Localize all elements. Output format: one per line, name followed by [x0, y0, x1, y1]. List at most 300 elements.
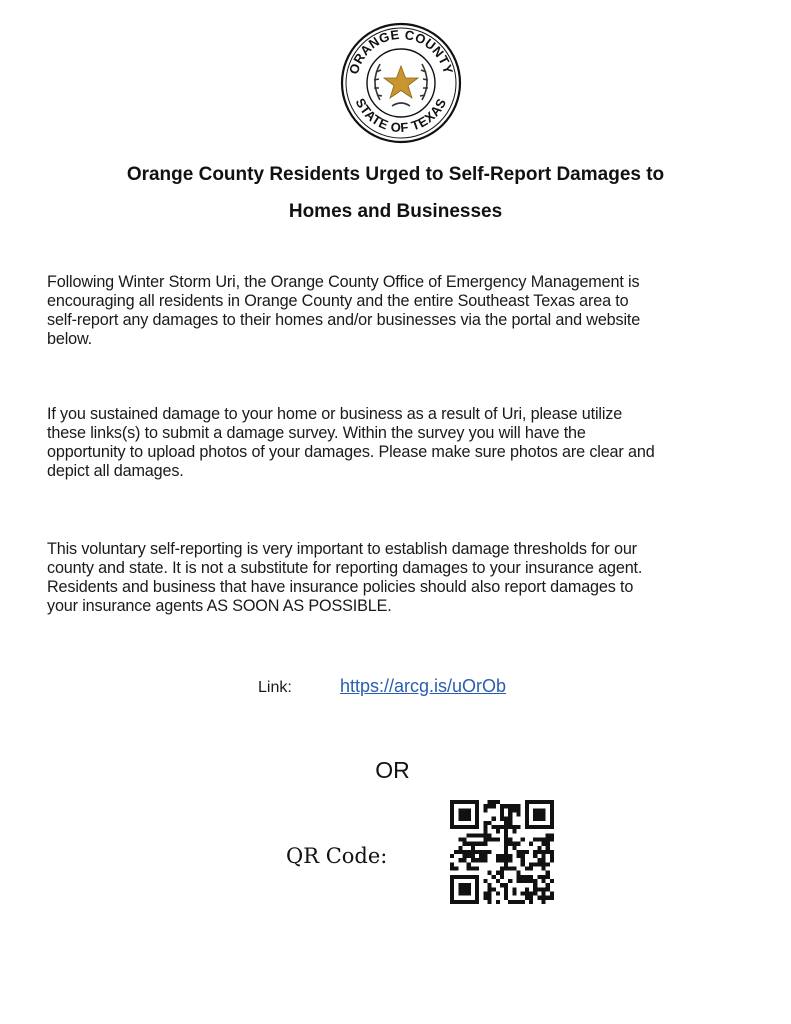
- qr-module: [450, 892, 454, 896]
- qr-module: [467, 875, 471, 879]
- qr-module: [487, 804, 491, 808]
- qr-module: [483, 850, 487, 854]
- qr-module: [521, 854, 525, 858]
- qr-module: [529, 867, 533, 871]
- headline-line-2: Homes and Businesses: [288, 201, 503, 222]
- qr-module: [529, 900, 533, 904]
- qr-module: [546, 875, 550, 879]
- qr-module: [467, 825, 471, 829]
- qr-module: [467, 867, 471, 871]
- qr-module: [546, 896, 550, 900]
- qr-module: [458, 808, 462, 812]
- qr-module: [542, 875, 546, 879]
- qr-module: [462, 900, 466, 904]
- qr-module: [546, 883, 550, 887]
- qr-module: [483, 821, 487, 825]
- qr-module: [475, 900, 479, 904]
- qr-module: [471, 858, 475, 862]
- paragraph-line: depict all damages.: [47, 462, 184, 480]
- qr-module: [475, 804, 479, 808]
- qr-module: [471, 850, 475, 854]
- qr-module: [454, 825, 458, 829]
- qr-module: [496, 858, 500, 862]
- qr-module: [504, 821, 508, 825]
- qr-module: [542, 879, 546, 883]
- qr-module: [483, 833, 487, 837]
- qr-module: [487, 821, 491, 825]
- qr-module: [550, 879, 554, 883]
- qr-module: [496, 854, 500, 858]
- qr-module: [450, 875, 454, 879]
- qr-module: [529, 862, 533, 866]
- qr-module: [542, 808, 546, 812]
- qr-module: [533, 854, 537, 858]
- qr-module: [450, 862, 454, 866]
- qr-module: [467, 900, 471, 904]
- qr-module: [462, 825, 466, 829]
- qr-module: [550, 812, 554, 816]
- qr-module: [492, 837, 496, 841]
- qr-module: [462, 817, 466, 821]
- or-separator: [0, 757, 791, 784]
- qr-module: [454, 875, 458, 879]
- qr-module: [487, 892, 491, 896]
- qr-module: [462, 854, 466, 858]
- qr-module: [475, 833, 479, 837]
- qr-module: [471, 825, 475, 829]
- qr-module: [537, 887, 541, 891]
- paragraph-line: your insurance agents AS SOON AS POSSIBLE.: [47, 597, 392, 615]
- qr-module: [496, 837, 500, 841]
- qr-module: [508, 854, 512, 858]
- qr-module: [512, 867, 516, 871]
- qr-module: [475, 821, 479, 825]
- qr-module: [550, 854, 554, 858]
- qr-module: [458, 825, 462, 829]
- qr-module: [475, 896, 479, 900]
- qr-module: [462, 892, 466, 896]
- qr-module: [467, 854, 471, 858]
- qr-module: [508, 825, 512, 829]
- qr-module: [454, 867, 458, 871]
- qr-module: [500, 854, 504, 858]
- qr-module: [517, 871, 521, 875]
- qr-module: [450, 883, 454, 887]
- seal-bottom-text: STATE OF TEXAS: [352, 95, 450, 136]
- qr-module: [508, 804, 512, 808]
- qr-module: [546, 825, 550, 829]
- qr-module: [479, 850, 483, 854]
- qr-module: [475, 812, 479, 816]
- qr-module: [537, 812, 541, 816]
- qr-module: [504, 883, 508, 887]
- qr-module: [504, 804, 508, 808]
- paragraph-line: Following Winter Storm Uri, the Orange County Office of Emergency Management is: [47, 273, 640, 291]
- qr-module: [462, 837, 466, 841]
- qr-module: [475, 875, 479, 879]
- link-label: Link:: [258, 679, 292, 696]
- qr-module: [537, 858, 541, 862]
- qr-module: [450, 804, 454, 808]
- qr-module: [512, 842, 516, 846]
- qr-module: [521, 858, 525, 862]
- qr-module: [525, 804, 529, 808]
- qr-module: [517, 850, 521, 854]
- qr-module: [467, 833, 471, 837]
- qr-module: [533, 837, 537, 841]
- qr-module: [450, 854, 454, 858]
- qr-module: [500, 808, 504, 812]
- paragraph-line: below.: [47, 330, 92, 348]
- qr-module: [492, 887, 496, 891]
- qr-module: [500, 858, 504, 862]
- qr-module: [508, 817, 512, 821]
- qr-module: [487, 900, 491, 904]
- orange-county-seal-logo: [340, 22, 462, 144]
- qr-module: [458, 812, 462, 816]
- qr-module: [471, 854, 475, 858]
- qr-module: [471, 875, 475, 879]
- qr-module: [458, 883, 462, 887]
- qr-module: [450, 800, 454, 804]
- qr-module: [458, 846, 462, 850]
- qr-module: [512, 900, 516, 904]
- qr-module: [517, 812, 521, 816]
- qr-module: [462, 842, 466, 846]
- qr-module: [500, 825, 504, 829]
- qr-module: [550, 817, 554, 821]
- qr-module: [483, 858, 487, 862]
- qr-module: [546, 842, 550, 846]
- qr-module: [529, 800, 533, 804]
- qr-module: [467, 842, 471, 846]
- qr-module: [533, 812, 537, 816]
- paragraph-line: Residents and business that have insurance policies should also report damages to: [47, 578, 634, 596]
- qr-module: [521, 892, 525, 896]
- qr-module: [475, 800, 479, 804]
- qr-module: [517, 854, 521, 858]
- qr-module: [475, 858, 479, 862]
- qr-module: [467, 862, 471, 866]
- qr-module: [492, 804, 496, 808]
- qr-module: [525, 875, 529, 879]
- qr-module: [517, 875, 521, 879]
- qr-module: [533, 892, 537, 896]
- qr-module: [533, 883, 537, 887]
- qr-module: [458, 817, 462, 821]
- qr-module: [475, 867, 479, 871]
- qr-module: [517, 808, 521, 812]
- qr-module: [550, 804, 554, 808]
- qr-module: [450, 821, 454, 825]
- qr-module: [542, 892, 546, 896]
- qr-code-icon[interactable]: [450, 800, 554, 904]
- qr-module: [517, 879, 521, 883]
- qr-module: [508, 808, 512, 812]
- qr-module: [458, 900, 462, 904]
- paragraph-intro: [47, 273, 757, 349]
- qr-module: [504, 887, 508, 891]
- qr-module: [496, 871, 500, 875]
- qr-module: [546, 846, 550, 850]
- qr-module: [471, 867, 475, 871]
- qr-module: [508, 867, 512, 871]
- qr-module: [458, 800, 462, 804]
- qr-module: [450, 867, 454, 871]
- qr-module: [529, 875, 533, 879]
- qr-module: [487, 800, 491, 804]
- qr-module: [546, 800, 550, 804]
- qr-module: [512, 808, 516, 812]
- qr-module: [537, 817, 541, 821]
- qr-module: [475, 850, 479, 854]
- qr-module: [500, 867, 504, 871]
- qr-module: [537, 800, 541, 804]
- qr-module: [487, 837, 491, 841]
- qr-module: [471, 833, 475, 837]
- qr-module: [550, 892, 554, 896]
- qr-module: [504, 825, 508, 829]
- qr-module: [512, 887, 516, 891]
- qr-module: [483, 808, 487, 812]
- qr-module: [458, 858, 462, 862]
- qr-module: [458, 892, 462, 896]
- qr-module: [525, 808, 529, 812]
- qr-module: [483, 892, 487, 896]
- qr-module: [537, 875, 541, 879]
- qr-module: [517, 825, 521, 829]
- qr-module: [450, 812, 454, 816]
- qr-module: [537, 862, 541, 866]
- paragraph-line: county and state. It is not a substitute for reporting damages to your insurance agent.: [47, 559, 643, 577]
- qr-module: [479, 854, 483, 858]
- qr-module: [500, 804, 504, 808]
- qr-module: [467, 812, 471, 816]
- qr-module: [458, 887, 462, 891]
- qr-module: [542, 862, 546, 866]
- qr-module: [467, 850, 471, 854]
- qr-module: [550, 821, 554, 825]
- qr-module: [529, 896, 533, 900]
- qr-module: [537, 850, 541, 854]
- qr-module: [533, 887, 537, 891]
- qr-module: [475, 817, 479, 821]
- qr-module: [487, 833, 491, 837]
- qr-module: [542, 887, 546, 891]
- qr-module: [504, 854, 508, 858]
- paragraph-line: If you sustained damage to your home or business as a result of Uri, please utilize: [47, 405, 623, 423]
- qr-code-label: QR Code:: [286, 844, 388, 868]
- qr-module: [500, 883, 504, 887]
- qr-module: [537, 825, 541, 829]
- qr-module: [450, 808, 454, 812]
- qr-module: [512, 846, 516, 850]
- qr-module: [504, 817, 508, 821]
- qr-module: [525, 825, 529, 829]
- qr-module: [462, 883, 466, 887]
- or-text: OR: [375, 757, 410, 783]
- qr-module: [471, 846, 475, 850]
- qr-module: [483, 854, 487, 858]
- qr-module: [475, 883, 479, 887]
- qr-module: [525, 896, 529, 900]
- qr-module: [542, 825, 546, 829]
- qr-module: [467, 892, 471, 896]
- qr-module: [542, 842, 546, 846]
- qr-module: [550, 858, 554, 862]
- qr-module: [504, 896, 508, 900]
- qr-module: [550, 800, 554, 804]
- qr-module: [525, 887, 529, 891]
- qr-module: [512, 829, 516, 833]
- qr-module: [496, 825, 500, 829]
- qr-module: [487, 896, 491, 900]
- seal-top-text: ORANGE COUNTY: [345, 26, 457, 76]
- qr-module: [471, 800, 475, 804]
- qr-module: [479, 833, 483, 837]
- qr-module: [462, 858, 466, 862]
- qr-module: [529, 825, 533, 829]
- paragraph-instructions: [47, 405, 757, 481]
- qr-module: [504, 850, 508, 854]
- qr-module: [508, 812, 512, 816]
- qr-module: [521, 837, 525, 841]
- qr-module: [525, 817, 529, 821]
- qr-module: [467, 800, 471, 804]
- qr-module: [475, 825, 479, 829]
- qr-module: [533, 808, 537, 812]
- qr-module: [521, 879, 525, 883]
- qr-module: [450, 817, 454, 821]
- qr-module: [504, 862, 508, 866]
- qr-module: [529, 892, 533, 896]
- qr-module: [512, 892, 516, 896]
- qr-module: [483, 896, 487, 900]
- qr-module: [537, 896, 541, 900]
- qr-module: [546, 833, 550, 837]
- qr-module: [492, 825, 496, 829]
- qr-module: [467, 887, 471, 891]
- qr-module: [492, 800, 496, 804]
- qr-module: [504, 892, 508, 896]
- qr-module: [542, 800, 546, 804]
- qr-module: [467, 808, 471, 812]
- qr-module: [529, 842, 533, 846]
- qr-module: [462, 812, 466, 816]
- qr-module: [500, 812, 504, 816]
- qr-module: [471, 842, 475, 846]
- qr-module: [546, 862, 550, 866]
- qr-module: [483, 825, 487, 829]
- survey-link[interactable]: https://arcg.is/uOrOb: [340, 676, 507, 696]
- qr-module: [483, 879, 487, 883]
- qr-module: [504, 833, 508, 837]
- qr-module: [487, 850, 491, 854]
- qr-module: [483, 829, 487, 833]
- qr-module: [525, 867, 529, 871]
- qr-module: [483, 842, 487, 846]
- qr-module: [500, 875, 504, 879]
- paragraph-line: This voluntary self-reporting is very important to establish damage thresholds for our: [47, 540, 637, 558]
- qr-module: [454, 900, 458, 904]
- qr-module: [529, 879, 533, 883]
- qr-module: [521, 900, 525, 904]
- qr-module: [512, 825, 516, 829]
- qr-module: [504, 837, 508, 841]
- qr-module: [508, 842, 512, 846]
- qr-module: [542, 812, 546, 816]
- qr-module: [533, 862, 537, 866]
- qr-module: [542, 867, 546, 871]
- qr-module: [454, 850, 458, 854]
- qr-module: [450, 900, 454, 904]
- qr-module: [533, 817, 537, 821]
- paragraph-line: encouraging all residents in Orange County and the entire Southeast Texas area to: [47, 292, 629, 310]
- qr-module: [504, 829, 508, 833]
- qr-module: [504, 842, 508, 846]
- qr-module: [546, 887, 550, 891]
- qr-module: [475, 842, 479, 846]
- qr-module: [508, 858, 512, 862]
- qr-module: [475, 879, 479, 883]
- qr-module: [550, 837, 554, 841]
- qr-module: [500, 871, 504, 875]
- qr-module: [458, 837, 462, 841]
- qr-module: [525, 850, 529, 854]
- qr-module: [537, 808, 541, 812]
- qr-module: [487, 871, 491, 875]
- qr-module: [450, 896, 454, 900]
- qr-module: [525, 800, 529, 804]
- qr-module: [471, 900, 475, 904]
- qr-module: [500, 817, 504, 821]
- paragraph-insurance-note: [47, 540, 757, 616]
- paragraph-line: these links(s) to submit a damage survey. Within the survey you will have the: [47, 424, 586, 442]
- qr-module: [487, 883, 491, 887]
- qr-module: [542, 817, 546, 821]
- qr-module: [537, 846, 541, 850]
- qr-module: [450, 879, 454, 883]
- qr-module: [546, 837, 550, 841]
- qr-module: [542, 858, 546, 862]
- qr-module: [517, 900, 521, 904]
- qr-module: [521, 862, 525, 866]
- qr-module: [542, 896, 546, 900]
- qr-module: [550, 808, 554, 812]
- qr-module: [492, 817, 496, 821]
- qr-module: [496, 900, 500, 904]
- qr-module: [496, 800, 500, 804]
- qr-module: [517, 842, 521, 846]
- qr-module: [462, 808, 466, 812]
- qr-module: [462, 887, 466, 891]
- qr-module: [533, 825, 537, 829]
- qr-module: [533, 850, 537, 854]
- qr-module: [525, 879, 529, 883]
- paragraph-line: self-report any damages to their homes and/or businesses via the portal and website: [47, 311, 641, 329]
- qr-module: [533, 800, 537, 804]
- qr-module: [496, 879, 500, 883]
- qr-module: [483, 804, 487, 808]
- headline-line-1: Orange County Residents Urged to Self-Report Damages to: [126, 164, 665, 185]
- qr-module: [483, 837, 487, 841]
- qr-module: [533, 879, 537, 883]
- qr-module: [546, 850, 550, 854]
- qr-module: [462, 800, 466, 804]
- qr-module: [496, 892, 500, 896]
- qr-module: [517, 804, 521, 808]
- qr-module: [504, 846, 508, 850]
